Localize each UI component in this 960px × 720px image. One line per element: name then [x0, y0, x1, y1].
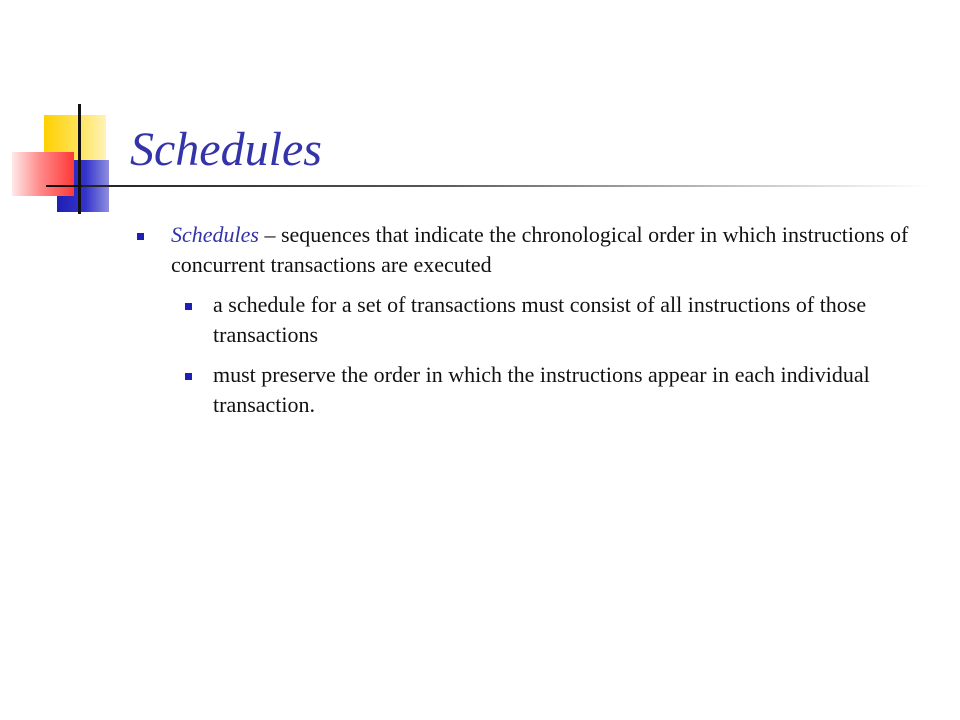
- corner-red-square-icon: [12, 152, 74, 196]
- slide-body: [130, 220, 930, 422]
- sub-bullet-item: [130, 290, 930, 350]
- slide-title: Schedules: [130, 123, 322, 176]
- bullet-text: – sequences that indicate the chronological order in which instructions of concurrent transactions are executed: [171, 222, 909, 277]
- title-divider: [82, 185, 932, 187]
- square-bullet-icon: [185, 303, 192, 310]
- sub-bullet-text: a schedule for a set of transactions must consist of all instructions of those transactions: [213, 292, 867, 347]
- square-bullet-icon: [185, 373, 192, 380]
- sub-bullet-item: [130, 360, 930, 420]
- corner-vertical-line: [78, 104, 81, 214]
- square-bullet-icon: [137, 233, 144, 240]
- bullet-term: Schedules: [171, 222, 259, 247]
- bullet-item: [130, 220, 930, 280]
- bullet-group: [130, 220, 930, 420]
- sub-bullet-text: must preserve the order in which the instructions appear in each individual transaction.: [213, 362, 870, 417]
